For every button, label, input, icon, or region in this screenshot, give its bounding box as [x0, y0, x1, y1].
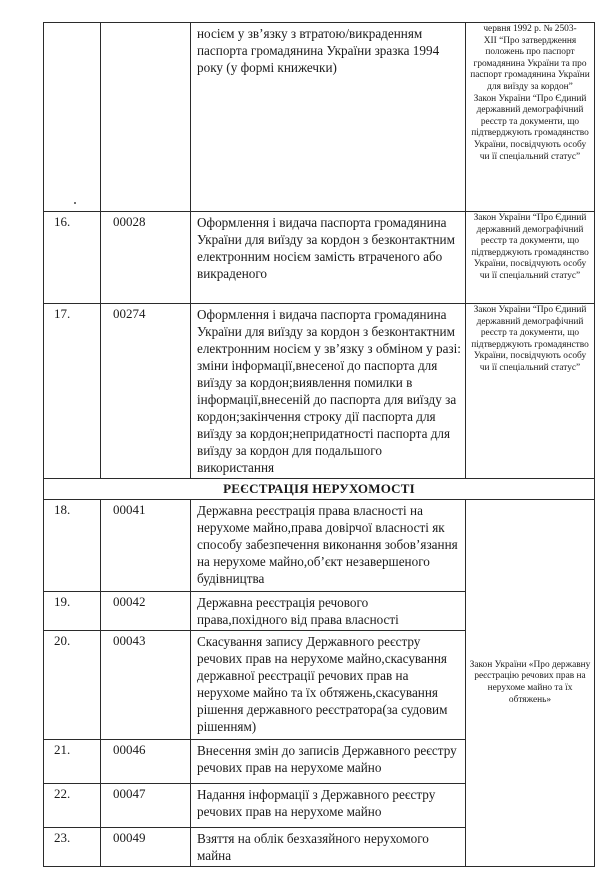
service-name: Внесення змін до записів Державного реєстру речових прав на нерухоме майно [191, 740, 466, 784]
service-code: 00043 [101, 631, 191, 740]
section-header-row [44, 479, 595, 500]
service-code: 00274 [101, 304, 191, 479]
service-code [101, 23, 191, 212]
service-name: Оформлення і видача паспорта громадянина України для виїзду за кордон з безконтактним електронним носієм замість втраченого або викраденого [191, 212, 466, 304]
legal-basis-line: червня 1992 р. № 2503- [483, 24, 577, 34]
service-code: 00041 [101, 500, 191, 592]
row-number: 16. [44, 212, 101, 304]
service-name: Надання інформації з Державного реєстру речових прав на нерухоме майно [191, 784, 466, 828]
services-table [43, 22, 595, 867]
row-number: 19. [44, 592, 101, 631]
section-title: РЕЄСТРАЦІЯ НЕРУХОМОСТІ [44, 479, 595, 500]
service-name: Взяття на облік безхазяйного нерухомого майна [191, 828, 466, 867]
legal-basis [466, 23, 595, 212]
legal-basis-line: XII “Про затвердження положень про паспорт громадянина України та про паспорт громадянина України для виїзду за кордон” [470, 35, 590, 92]
service-name: Скасування запису Державного реєстру речових прав на нерухоме майно,скасування державної реєстрації речових прав на нерухоме майно та їх обтяжень,скасування рішення державного реєстратора(за судовим рішенням) [191, 631, 466, 740]
row-number: 23. [44, 828, 101, 867]
row-number: 22. [44, 784, 101, 828]
legal-basis [466, 212, 595, 304]
service-code: 00042 [101, 592, 191, 631]
service-name: Державна реєстрація речового права,похідного від права власності [191, 592, 466, 631]
service-code: 00028 [101, 212, 191, 304]
row-number: 18. [44, 500, 101, 592]
row-number: 21. [44, 740, 101, 784]
row-number [44, 23, 101, 212]
service-code: 00047 [101, 784, 191, 828]
legal-basis [466, 304, 595, 479]
table-row [44, 304, 595, 479]
service-name: Державна реєстрація права власності на нерухоме майно,права довірчої власності як способу забезпечення виконання зобов’язання на нерухоме майно,об’єкт незавершеного будівництва [191, 500, 466, 592]
table-row [44, 23, 595, 212]
service-code: 00046 [101, 740, 191, 784]
legal-basis: Закон України «Про державну реєстрацію речових прав на нерухоме майно та їх обтяжень» [466, 500, 595, 867]
legal-basis-line: Закон України “Про Єдиний державний демографічний реєстр та документи, що підтверджують громадянство України, посвідчують особу чи її спеціальний статус” [471, 93, 589, 162]
service-code: 00049 [101, 828, 191, 867]
table-row [44, 500, 595, 592]
legal-basis-line: Закон України “Про Єдиний державний демографічний реєстр та документи, що підтверджують громадянство України, посвідчують особу чи її спеціальний статус” [471, 305, 589, 373]
row-number: 20. [44, 631, 101, 740]
table-row [44, 212, 595, 304]
legal-basis-line: Закон України “Про Єдиний державний демографічний реєстр та документи, що підтверджують громадянство України, посвідчують особу чи її спеціальний статус” [471, 213, 589, 281]
row-number: 17. [44, 304, 101, 479]
service-name: Оформлення і видача паспорта громадянина України для виїзду за кордон з безконтактним електронним носієм у зв’язку з обміном у разі: зміни інформації,внесеної до паспорта для виїзду за кордон;виявлення помилки в інформації,внесеній до паспорта для виїзду за кордон;закінчення строку дії паспорта для виїзду за кордон;непридатності паспорта для виїзду за кордон для подальшого використання [191, 304, 466, 479]
service-name: носієм у зв’язку з втратою/викраденням паспорта громадянина України зразка 1994 року (у формі книжечки) [191, 23, 466, 212]
